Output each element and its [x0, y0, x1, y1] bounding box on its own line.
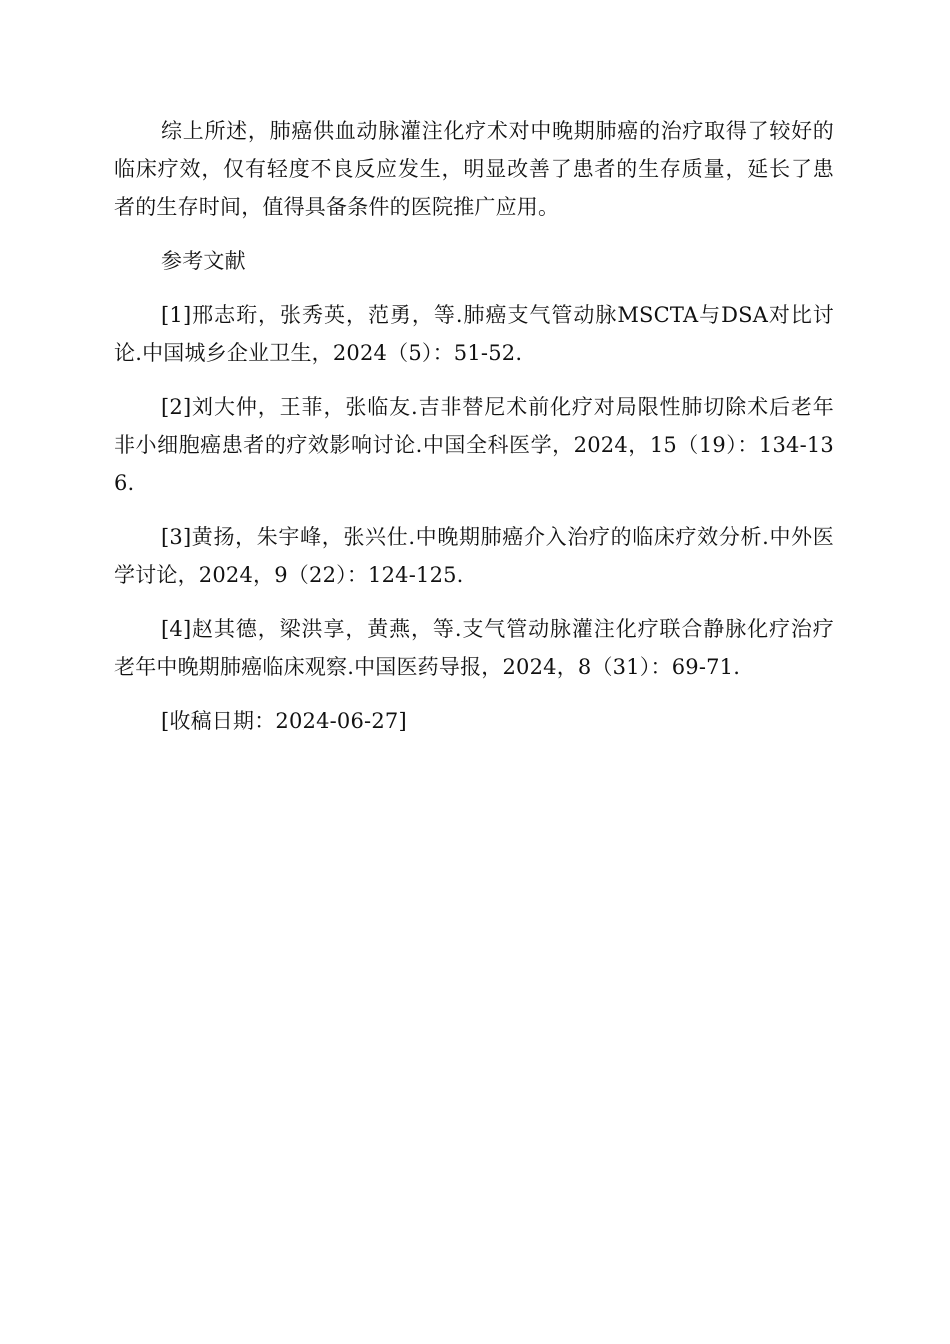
reference-item-4: [4]赵其德，梁洪享，黄燕，等.支气管动脉灌注化疗联合静脉化疗治疗老年中晚期肺癌临床观察.中国医药导报，2024，8（31）：69-71. — [114, 617, 834, 679]
summary-paragraph: 综上所述，肺癌供血动脉灌注化疗术对中晚期肺癌的治疗取得了较好的临床疗效，仅有轻度不良反应发生，明显改善了患者的生存质量，延长了患者的生存时间，值得具备条件的医院推广应用。 — [114, 119, 834, 219]
received-date: [收稿日期：2024-06-27] — [161, 709, 407, 733]
references-heading: 参考文献 — [161, 249, 246, 273]
reference-item-1: [1]邢志珩，张秀英，范勇，等.肺癌支气管动脉MSCTA与DSA对比讨论.中国城乡企业卫生，2024（5）：51-52. — [114, 303, 834, 365]
reference-item-3: [3]黄扬，朱宇峰，张兴仕.中晚期肺癌介入治疗的临床疗效分析.中外医学讨论，2024，9（22）：124-125. — [114, 525, 834, 587]
document-body — [114, 112, 834, 756]
reference-item-2: [2]刘大仲，王菲，张临友.吉非替尼术前化疗对局限性肺切除术后老年非小细胞癌患者的疗效影响讨论.中国全科医学，2024，15（19）：134-136. — [114, 395, 834, 495]
